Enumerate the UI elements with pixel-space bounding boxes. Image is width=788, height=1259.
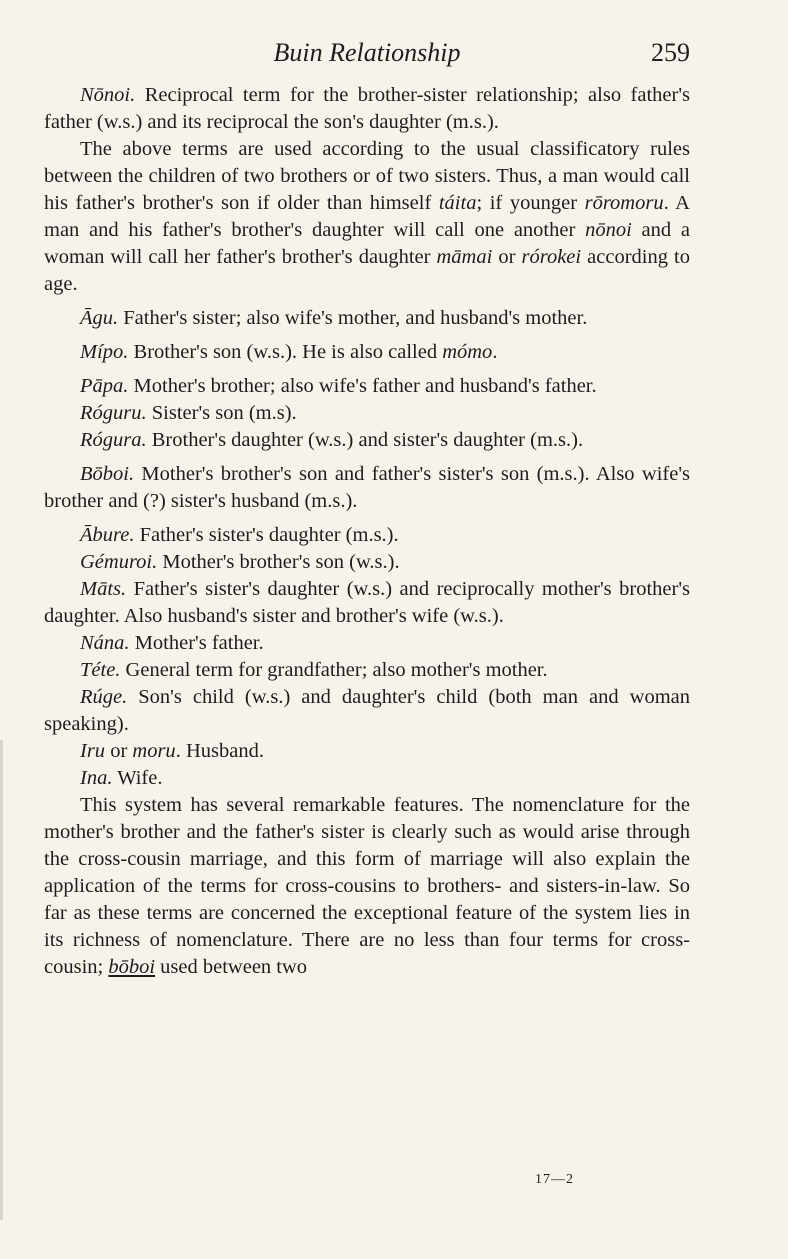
entry-abure [44, 522, 690, 549]
paragraph-text: This system has several remarkable features. The nomenclature for the mother's brother and the father's sister is clearly such as would arise through the cross-cousin marriage, and this form of marriage will also explain the application of the terms for cross-cousins to brothers- and sisters-in-law. So far as these terms are concerned the exceptional feature of the system lies in its richness of nomenclature. There are no less than four terms for cross-cousin; [44, 794, 690, 978]
paragraph-text: according to age. [44, 246, 690, 295]
paragraph-text: . A man and his father's brother's daughter will call one another [44, 192, 690, 241]
term: Mípo. [80, 341, 129, 363]
entry-tete [44, 657, 690, 684]
term: Róguru. [80, 402, 147, 424]
definition: General term for grandfather; also mother's mother. [120, 659, 548, 681]
paragraph-classificatory [44, 136, 690, 298]
entry-rogura [44, 427, 690, 454]
entry-boboi [44, 461, 690, 515]
paragraph-text: used between two [155, 956, 308, 978]
definition: Mother's brother's son and father's sister's son (m.s.). Also wife's brother and (?) sister's husband (m.s.). [44, 463, 690, 512]
term-inline: táita [438, 192, 477, 214]
running-title: Buin Relationship [273, 38, 461, 67]
term: Āgu. [80, 307, 119, 329]
paragraph-text: or [492, 246, 522, 268]
body-text [44, 82, 690, 981]
term: Ābure. [80, 524, 135, 546]
entry-iru [44, 738, 690, 765]
definition: Reciprocal term for the brother-sister relationship; also father's father (w.s.) and its reciprocal the son's daughter (m.s.). [44, 84, 690, 133]
term: Ina. [80, 767, 113, 789]
term: Rógura. [80, 429, 147, 451]
signature-mark: 17—2 [535, 1172, 574, 1187]
term-inline: māmai [436, 246, 493, 268]
entry-nana [44, 630, 690, 657]
definition: Mother's father. [129, 632, 264, 654]
definition: Mother's brother; also wife's father and husband's father. [128, 375, 597, 397]
definition: Brother's daughter (w.s.) and sister's daughter (m.s.). [146, 429, 584, 451]
term: Nána. [80, 632, 130, 654]
entry-papa [44, 373, 690, 400]
book-page [44, 38, 690, 988]
term: Téte. [80, 659, 121, 681]
page-number: 259 [651, 38, 690, 67]
term: Bōboi. [80, 463, 135, 485]
definition: Wife. [112, 767, 163, 789]
definition: . [492, 341, 498, 363]
term-inline: mómo [442, 341, 493, 363]
paragraph-text: The above terms are used according to the usual classificatory rules between the children of two brothers or of two sisters. Thus, a man would call his father's brother's son if older than himself [44, 138, 690, 214]
page-edge-shadow [0, 740, 3, 1220]
paragraph-text: and a woman will call her father's brother's daughter [44, 219, 690, 268]
paragraph-closing [44, 792, 690, 981]
term-inline: bōboi [108, 956, 156, 978]
term: Nōnoi. [80, 84, 136, 106]
entry-agu [44, 305, 690, 332]
term-inline: nōnoi [585, 219, 632, 241]
term: Pāpa. [80, 375, 129, 397]
definition: Father's sister's daughter (w.s.) and reciprocally mother's brother's daughter. Also husband's sister and brother's wife (w.s.). [44, 578, 690, 627]
definition: Sister's son (m.s). [146, 402, 297, 424]
entry-nonoi [44, 82, 690, 136]
definition: Son's child (w.s.) and daughter's child (both man and woman speaking). [44, 686, 690, 735]
page-header [44, 38, 690, 82]
entry-mats [44, 576, 690, 630]
definition: or [105, 740, 133, 762]
entry-gemuroi [44, 549, 690, 576]
definition: Father's sister's daughter (m.s.). [134, 524, 399, 546]
definition: Mother's brother's son (w.s.). [157, 551, 400, 573]
definition: Brother's son (w.s.). He is also called [128, 341, 443, 363]
paragraph-text: ; if younger [476, 192, 585, 214]
entry-ruge [44, 684, 690, 738]
entry-roguru [44, 400, 690, 427]
entry-ina [44, 765, 690, 792]
term: Rúge. [80, 686, 128, 708]
term-inline: moru [132, 740, 176, 762]
term-inline: rōromoru [584, 192, 664, 214]
definition: Father's sister; also wife's mother, and husband's mother. [118, 307, 588, 329]
definition: . Husband. [175, 740, 264, 762]
term: Iru [80, 740, 106, 762]
entry-mipo [44, 339, 690, 366]
term: Māts. [80, 578, 127, 600]
term: Gémuroi. [80, 551, 158, 573]
term-inline: rórokei [521, 246, 582, 268]
